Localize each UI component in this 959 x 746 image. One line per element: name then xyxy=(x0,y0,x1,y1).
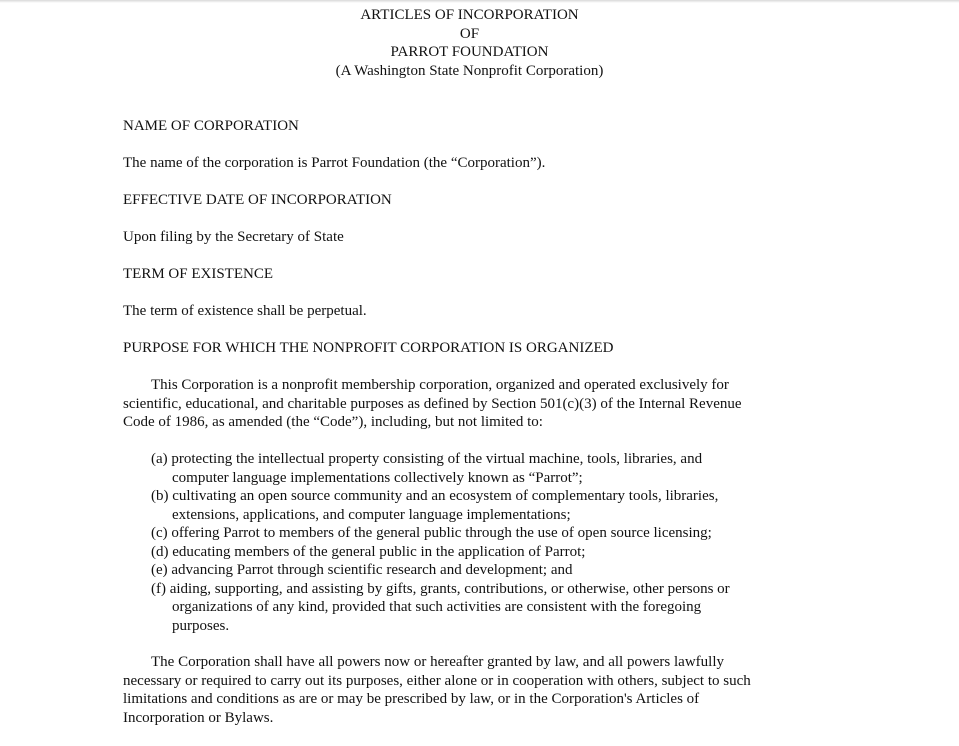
purpose-line-1: This Corporation is a nonprofit membership corporation, organized and operated exclusively for xyxy=(151,377,729,393)
list-item-f-line-1: (f) aiding, supporting, and assisting by gifts, grants, contributions, or otherwise, other persons or xyxy=(151,580,730,597)
list-item-f-line-2: organizations of any kind, provided that such activities are consistent with the foregoing xyxy=(172,599,702,615)
purpose-paragraph xyxy=(123,376,742,432)
term-heading: TERM OF EXISTENCE xyxy=(123,266,273,282)
document-title xyxy=(0,6,939,80)
list-item-b-line-2: extensions, applications, and computer language implementations; xyxy=(172,506,571,523)
list-item-a-line-2: computer language implementations collectively known as “Parrot”; xyxy=(172,469,583,486)
effective-date-text: Upon filing by the Secretary of State xyxy=(123,229,344,245)
list-item-c-line-1: (c) offering Parrot to members of the general public through the use of open source licensing; xyxy=(151,525,712,541)
purposes-list xyxy=(151,450,730,635)
powers-line-4: Incorporation or Bylaws. xyxy=(123,709,274,726)
list-item-f-line-3: purposes. xyxy=(172,617,230,634)
title-line-4: (A Washington State Nonprofit Corporation) xyxy=(335,62,604,79)
powers-line-1: The Corporation shall have all powers now or hereafter granted by law, and all powers lawfully xyxy=(151,654,725,670)
list-item-d xyxy=(151,543,730,562)
name-text: The name of the corporation is Parrot Foundation (the “Corporation”). xyxy=(123,155,546,171)
purpose-heading: PURPOSE FOR WHICH THE NONPROFIT CORPORATION IS ORGANIZED xyxy=(123,340,614,356)
term-text: The term of existence shall be perpetual. xyxy=(123,303,367,319)
name-heading: NAME OF CORPORATION xyxy=(123,118,299,134)
list-item-f xyxy=(151,580,730,636)
title-line-2: OF xyxy=(459,25,480,42)
list-item-c xyxy=(151,524,730,543)
powers-line-2: necessary or required to carry out its purposes, either alone or in cooperation with others, subject to such xyxy=(123,672,751,689)
list-item-e xyxy=(151,561,730,580)
list-item-e-line-1: (e) advancing Parrot through scientific research and development; and xyxy=(151,562,573,578)
list-item-b-line-1: (b) cultivating an open source community and an ecosystem of complementary tools, libraries, xyxy=(151,488,719,504)
effective-date-heading: EFFECTIVE DATE OF INCORPORATION xyxy=(123,192,392,208)
purpose-line-3: Code of 1986, as amended (the “Code”), including, but not limited to: xyxy=(123,414,543,431)
list-item-b xyxy=(151,487,730,524)
powers-line-3: limitations and conditions as are or may be prescribed by law, or in the Corporation's Articles of xyxy=(123,691,700,708)
title-line-3: PARROT FOUNDATION xyxy=(390,44,549,60)
title-line-1: ARTICLES OF INCORPORATION xyxy=(360,7,579,23)
powers-paragraph xyxy=(123,653,751,727)
list-item-d-line-1: (d) educating members of the general public in the application of Parrot; xyxy=(151,543,586,560)
list-item-a-line-1: (a) protecting the intellectual property consisting of the virtual machine, tools, libraries, and xyxy=(151,451,703,467)
purpose-line-2: scientific, educational, and charitable purposes as defined by Section 501(c)(3) of the Internal Revenue xyxy=(123,395,742,412)
list-item-a xyxy=(151,450,730,487)
